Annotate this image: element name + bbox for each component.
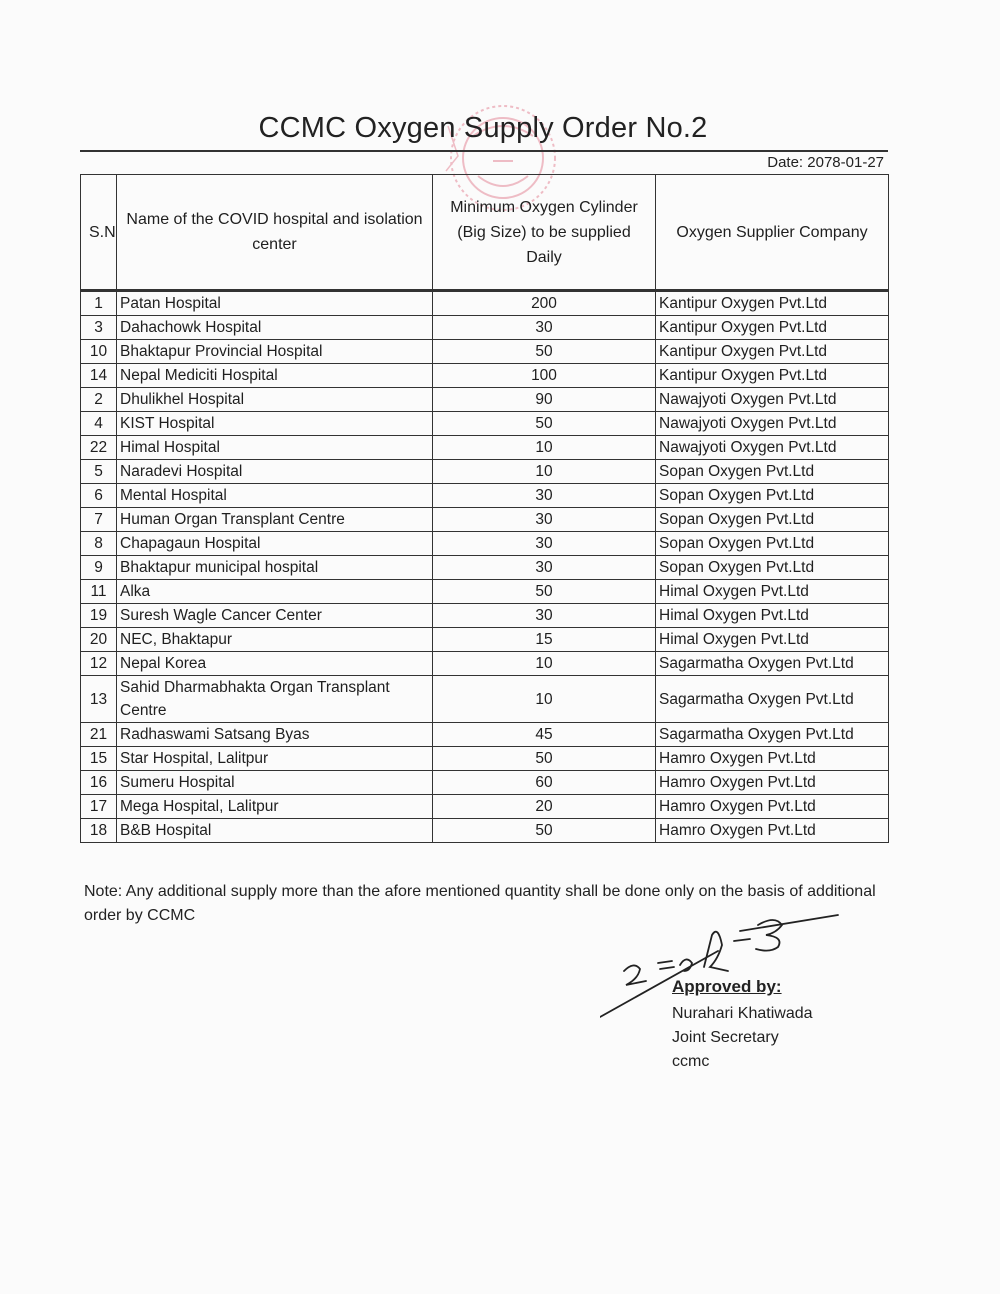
- table-row: [81, 412, 889, 436]
- row-sn: 12: [81, 652, 117, 676]
- header-hospital-name: Name of the COVID hospital and isolation center: [117, 175, 433, 291]
- row-cylinder-quantity: 100: [433, 364, 656, 388]
- title-underline: [80, 150, 888, 152]
- row-supplier-company: Nawajyoti Oxygen Pvt.Ltd: [656, 436, 889, 460]
- row-cylinder-quantity: 10: [433, 652, 656, 676]
- order-date: Date: 2078-01-27: [767, 154, 884, 171]
- row-sn: 7: [81, 508, 117, 532]
- row-supplier-company: Kantipur Oxygen Pvt.Ltd: [656, 364, 889, 388]
- row-sn: 5: [81, 460, 117, 484]
- table-row: [81, 652, 889, 676]
- row-cylinder-quantity: 30: [433, 484, 656, 508]
- row-hospital-name: Human Organ Transplant Centre: [117, 508, 433, 532]
- row-hospital-name: Himal Hospital: [117, 436, 433, 460]
- row-supplier-company: Sopan Oxygen Pvt.Ltd: [656, 460, 889, 484]
- row-hospital-name: Bhaktapur Provincial Hospital: [117, 340, 433, 364]
- table-row: [81, 364, 889, 388]
- row-sn: 13: [81, 676, 117, 723]
- row-supplier-company: Sopan Oxygen Pvt.Ltd: [656, 484, 889, 508]
- row-cylinder-quantity: 10: [433, 436, 656, 460]
- table-row: [81, 747, 889, 771]
- row-hospital-name: Star Hospital, Lalitpur: [117, 747, 433, 771]
- table-row: [81, 388, 889, 412]
- row-cylinder-quantity: 30: [433, 508, 656, 532]
- table-row: [81, 484, 889, 508]
- row-hospital-name: B&B Hospital: [117, 819, 433, 843]
- table-row: [81, 508, 889, 532]
- row-cylinder-quantity: 60: [433, 771, 656, 795]
- row-sn: 11: [81, 580, 117, 604]
- row-supplier-company: Kantipur Oxygen Pvt.Ltd: [656, 316, 889, 340]
- row-cylinder-quantity: 30: [433, 316, 656, 340]
- row-hospital-name: KIST Hospital: [117, 412, 433, 436]
- row-supplier-company: Sopan Oxygen Pvt.Ltd: [656, 532, 889, 556]
- row-sn: 20: [81, 628, 117, 652]
- table-row: [81, 628, 889, 652]
- row-hospital-name: Mega Hospital, Lalitpur: [117, 795, 433, 819]
- row-supplier-company: Sagarmatha Oxygen Pvt.Ltd: [656, 652, 889, 676]
- row-sn: 15: [81, 747, 117, 771]
- row-sn: 17: [81, 795, 117, 819]
- row-cylinder-quantity: 50: [433, 340, 656, 364]
- row-supplier-company: Hamro Oxygen Pvt.Ltd: [656, 771, 889, 795]
- row-supplier-company: Sagarmatha Oxygen Pvt.Ltd: [656, 723, 889, 747]
- row-sn: 18: [81, 819, 117, 843]
- row-cylinder-quantity: 10: [433, 676, 656, 723]
- row-hospital-name: Bhaktapur municipal hospital: [117, 556, 433, 580]
- table-row: [81, 532, 889, 556]
- note-text: Note: Any additional supply more than the afore mentioned quantity shall be done only on the basis of additional order by CCMC: [84, 883, 876, 924]
- approved-by-label: Approved by:: [672, 977, 782, 996]
- table-row: [81, 556, 889, 580]
- row-cylinder-quantity: 200: [433, 291, 656, 316]
- table-row: [81, 340, 889, 364]
- row-hospital-name: Radhaswami Satsang Byas: [117, 723, 433, 747]
- row-hospital-name: Alka: [117, 580, 433, 604]
- row-sn: 1: [81, 291, 117, 316]
- row-hospital-name: Naradevi Hospital: [117, 460, 433, 484]
- row-supplier-company: Himal Oxygen Pvt.Ltd: [656, 628, 889, 652]
- row-cylinder-quantity: 50: [433, 747, 656, 771]
- row-supplier-company: Himal Oxygen Pvt.Ltd: [656, 604, 889, 628]
- header-supplier-company: Oxygen Supplier Company: [656, 175, 889, 291]
- row-sn: 2: [81, 388, 117, 412]
- row-supplier-company: Nawajyoti Oxygen Pvt.Ltd: [656, 388, 889, 412]
- row-sn: 8: [81, 532, 117, 556]
- row-supplier-company: Kantipur Oxygen Pvt.Ltd: [656, 291, 889, 316]
- row-sn: 22: [81, 436, 117, 460]
- signer-office: ccmc: [672, 1053, 710, 1070]
- row-cylinder-quantity: 50: [433, 580, 656, 604]
- table-row: [81, 291, 889, 316]
- row-sn: 9: [81, 556, 117, 580]
- table-row: [81, 604, 889, 628]
- row-hospital-name: Dhulikhel Hospital: [117, 388, 433, 412]
- row-sn: 6: [81, 484, 117, 508]
- document-title: CCMC Oxygen Supply Order No.2: [258, 112, 708, 144]
- row-hospital-name: Mental Hospital: [117, 484, 433, 508]
- signer-name: Nurahari Khatiwada: [672, 1005, 813, 1022]
- row-hospital-name: Dahachowk Hospital: [117, 316, 433, 340]
- row-cylinder-quantity: 10: [433, 460, 656, 484]
- table-row: [81, 460, 889, 484]
- row-supplier-company: Himal Oxygen Pvt.Ltd: [656, 580, 889, 604]
- table-row: [81, 723, 889, 747]
- table-row: [81, 771, 889, 795]
- row-cylinder-quantity: 50: [433, 412, 656, 436]
- signer-block: [672, 1002, 813, 1074]
- row-cylinder-quantity: 15: [433, 628, 656, 652]
- row-sn: 19: [81, 604, 117, 628]
- table-row: [81, 436, 889, 460]
- header-sn: S.N: [81, 175, 117, 291]
- row-cylinder-quantity: 30: [433, 604, 656, 628]
- row-cylinder-quantity: 45: [433, 723, 656, 747]
- row-hospital-name: Nepal Mediciti Hospital: [117, 364, 433, 388]
- row-hospital-name: NEC, Bhaktapur: [117, 628, 433, 652]
- row-supplier-company: Sopan Oxygen Pvt.Ltd: [656, 508, 889, 532]
- row-sn: 10: [81, 340, 117, 364]
- row-cylinder-quantity: 90: [433, 388, 656, 412]
- signer-position: Joint Secretary: [672, 1029, 779, 1046]
- row-supplier-company: Hamro Oxygen Pvt.Ltd: [656, 795, 889, 819]
- row-cylinder-quantity: 30: [433, 556, 656, 580]
- row-sn: 16: [81, 771, 117, 795]
- row-cylinder-quantity: 20: [433, 795, 656, 819]
- table-row: [81, 316, 889, 340]
- row-hospital-name: Nepal Korea: [117, 652, 433, 676]
- row-hospital-name: Chapagaun Hospital: [117, 532, 433, 556]
- row-hospital-name: Sumeru Hospital: [117, 771, 433, 795]
- row-hospital-name: Suresh Wagle Cancer Center: [117, 604, 433, 628]
- row-supplier-company: Hamro Oxygen Pvt.Ltd: [656, 819, 889, 843]
- row-hospital-name: Patan Hospital: [117, 291, 433, 316]
- row-cylinder-quantity: 30: [433, 532, 656, 556]
- table-row: [81, 795, 889, 819]
- row-supplier-company: Kantipur Oxygen Pvt.Ltd: [656, 340, 889, 364]
- table-row: [81, 580, 889, 604]
- row-supplier-company: Nawajyoti Oxygen Pvt.Ltd: [656, 412, 889, 436]
- row-supplier-company: Sagarmatha Oxygen Pvt.Ltd: [656, 676, 889, 723]
- row-hospital-name: Sahid Dharmabhakta Organ Transplant Centre: [117, 676, 433, 723]
- table-row: [81, 819, 889, 843]
- table-body: [81, 291, 889, 843]
- table-row: [81, 676, 889, 723]
- table-header-row: [81, 175, 889, 291]
- row-sn: 21: [81, 723, 117, 747]
- oxygen-supply-table: [80, 174, 889, 843]
- row-supplier-company: Hamro Oxygen Pvt.Ltd: [656, 747, 889, 771]
- row-sn: 4: [81, 412, 117, 436]
- row-sn: 14: [81, 364, 117, 388]
- row-supplier-company: Sopan Oxygen Pvt.Ltd: [656, 556, 889, 580]
- header-cylinder-quantity: Minimum Oxygen Cylinder (Big Size) to be supplied Daily: [433, 175, 656, 291]
- row-cylinder-quantity: 50: [433, 819, 656, 843]
- row-sn: 3: [81, 316, 117, 340]
